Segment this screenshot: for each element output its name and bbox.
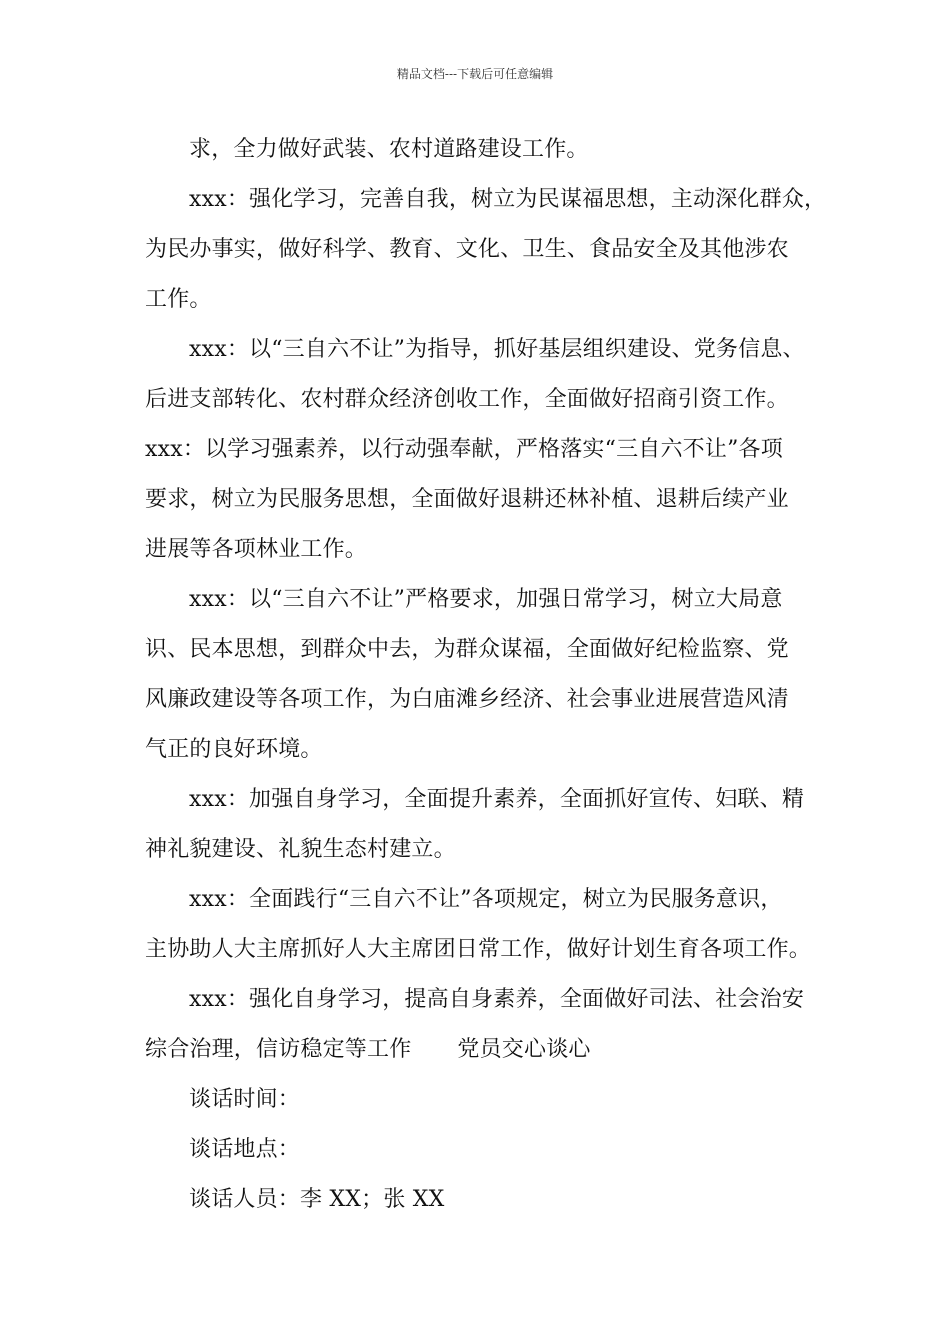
text-line: 工作。 xyxy=(145,287,212,312)
text-line: xxx：强化学习，完善自我，树立为民谋福思想，主动深化群众， xyxy=(189,187,827,212)
text-line: 进展等各项林业工作。 xyxy=(145,537,368,562)
document-body xyxy=(145,125,825,1225)
text-line: 识、民本思想，到群众中去，为群众谋福，全面做好纪检监察、党 xyxy=(145,637,789,662)
text-line xyxy=(145,1025,825,1075)
text-line: 要求，树立为民服务思想，全面做好退耕还林补植、退耕后续产业 xyxy=(145,487,789,512)
text-line: xxx：以“三自六不让”严格要求，加强日常学习，树立大局意 xyxy=(189,587,783,612)
text-line: xxx：全面践行“三自六不让”各项规定，树立为民服务意识， xyxy=(189,887,783,912)
text-line: 神礼貌建设、礼貌生态村建立。 xyxy=(145,837,456,862)
text-line: xxx：强化自身学习，提高自身素养，全面做好司法、社会治安 xyxy=(189,987,805,1012)
text-line: 为民办事实，做好科学、教育、文化、卫生、食品安全及其他涉农 xyxy=(145,237,789,262)
section-title: 党员交心谈心 xyxy=(457,1037,591,1062)
text-line: 主协助人大主席抓好人大主席团日常工作，做好计划生育各项工作。 xyxy=(145,937,812,962)
page-header: 精品文档---下载后可任意编辑 xyxy=(396,67,554,81)
talk-place-line: 谈话地点： xyxy=(189,1137,301,1162)
text-line: xxx：以学习强素养，以行动强奉献，严格落实“三自六不让”各项 xyxy=(145,437,783,462)
text-line: 求，全力做好武装、农村道路建设工作。 xyxy=(189,137,589,162)
text-line: xxx：以“三自六不让”为指导，抓好基层组织建设、党务信息、 xyxy=(189,337,805,362)
text-line: xxx：加强自身学习，全面提升素养，全面抓好宣传、妇联、精 xyxy=(189,787,805,812)
text-line: 后进支部转化、农村群众经济创收工作，全面做好招商引资工作。 xyxy=(145,387,789,412)
text-line: 风廉政建设等各项工作，为白庙滩乡经济、社会事业进展营造风清 xyxy=(145,687,789,712)
text-line: 气正的良好环境。 xyxy=(145,737,323,762)
talk-people-line: 谈话人员：李 XX；张 XX xyxy=(189,1187,445,1212)
text-line-left: 综合治理，信访稳定等工作 xyxy=(145,1037,412,1062)
talk-time-line: 谈话时间： xyxy=(189,1087,301,1112)
